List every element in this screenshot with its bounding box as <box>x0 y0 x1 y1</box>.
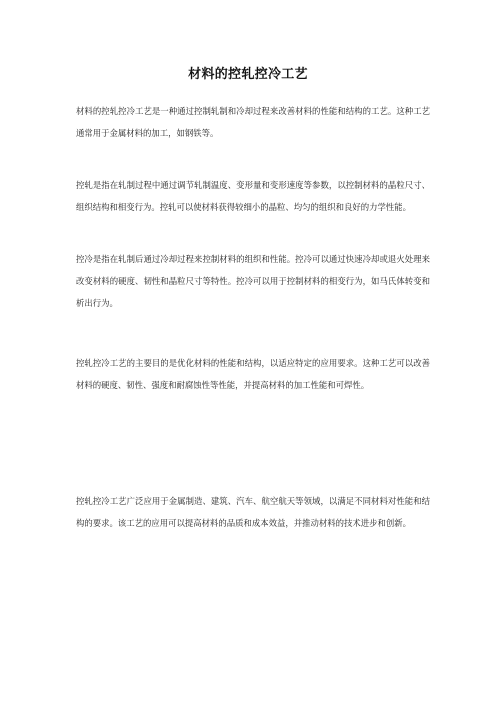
document-title: 材料的控轧控冷工艺 <box>188 67 308 82</box>
paragraph-purpose: 控轧控冷工艺的主要目的是优化材料的性能和结构，以适应特定的应用要求。这种工艺可以改善材料的硬度、韧性、强度和耐腐蚀性等性能，并提高材料的加工性能和可焊性。 <box>76 358 430 391</box>
paragraph-applications: 控轧控冷工艺广泛应用于金属制造、建筑、汽车、航空航天等领域，以满足不同材料对性能和结构的要求。该工艺的应用可以提高材料的品质和成本效益，并推动材料的技术进步和创新。 <box>76 496 430 529</box>
paragraph-controlled-rolling: 控轧是指在轧制过程中通过调节轧制温度、变形量和变形速度等参数，以控制材料的晶粒尺寸、组织结构和相变行为。控轧可以使材料获得较细小的晶粒、均匀的组织和良好的力学性能。 <box>76 180 430 213</box>
paragraph-controlled-cooling: 控冷是指在轧制后通过冷却过程来控制材料的组织和性能。控冷可以通过快速冷却或退火处理来改变材料的硬度、韧性和晶粒尺寸等特性。控冷可以用于控制材料的相变行为，如马氏体转变和析出行为。 <box>76 254 430 309</box>
paragraph-intro: 材料的控轧控冷工艺是一种通过控制轧制和冷却过程来改善材料的性能和结构的工艺。这种工艺通常用于金属材料的加工，如钢铁等。 <box>76 106 430 139</box>
